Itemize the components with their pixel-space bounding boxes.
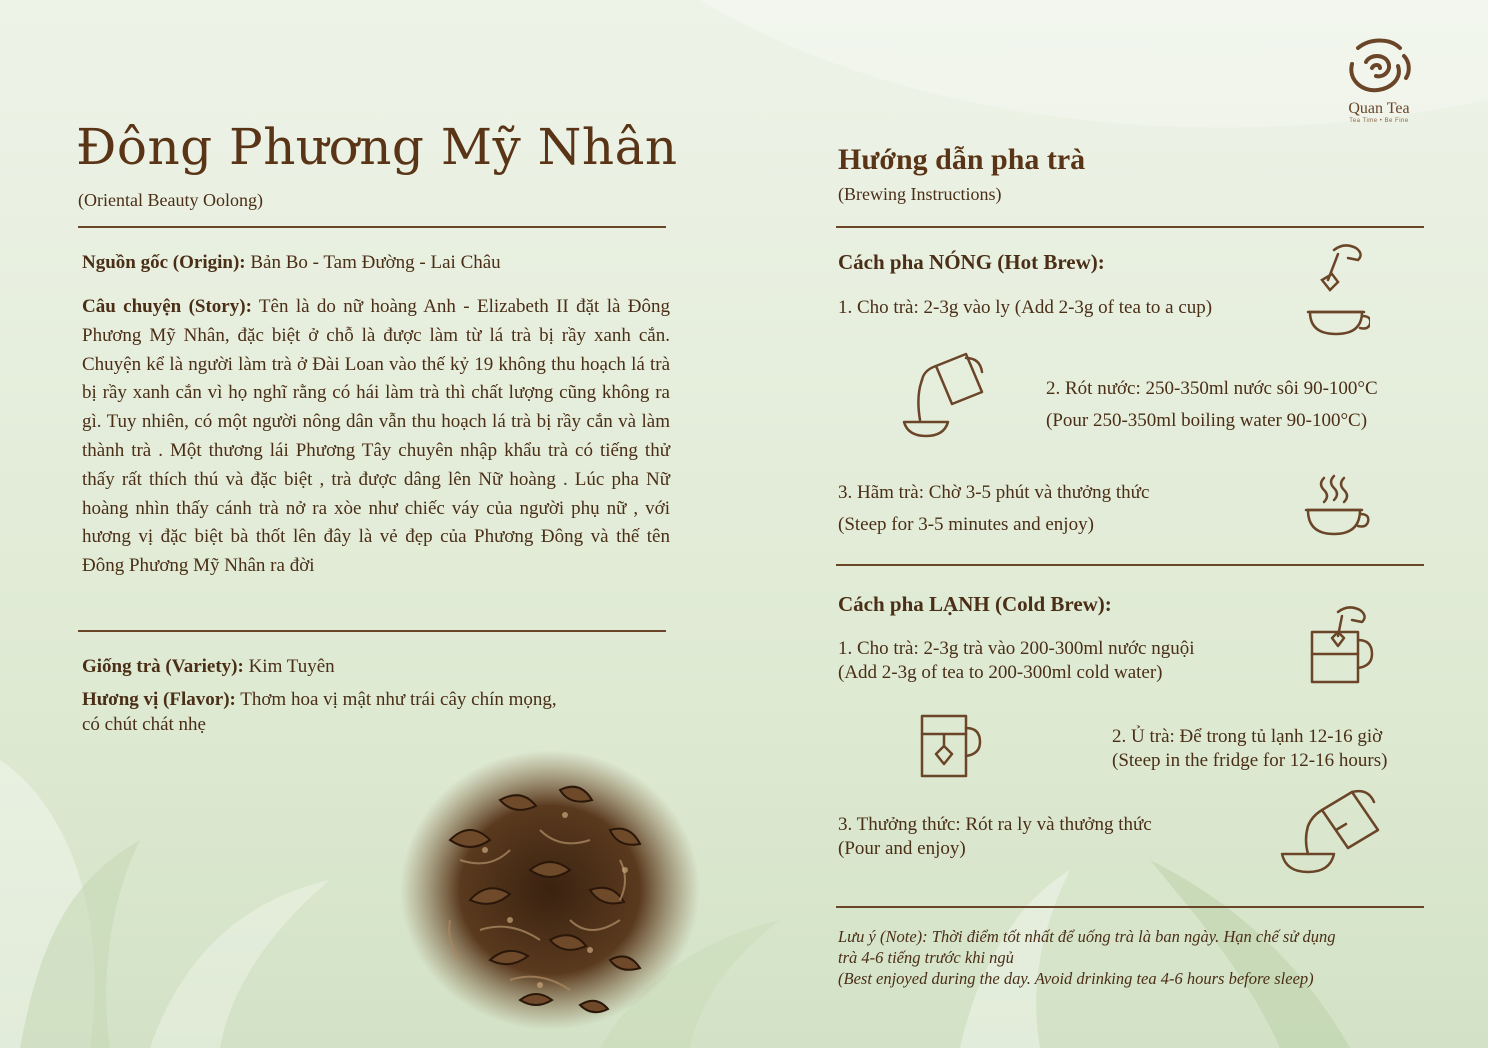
hot-step1: 1. Cho trà: 2-3g vào ly (Add 2-3g of tea to a cup) xyxy=(838,297,1213,318)
kettle-pour-icon xyxy=(896,346,991,441)
origin-label: Nguồn gốc (Origin): xyxy=(82,252,246,273)
note-line1: Lưu ý (Note): Thời điểm tốt nhất để uống trà là ban ngày. Hạn chế sử dụng xyxy=(838,927,1336,946)
brewing-subtitle: (Brewing Instructions) xyxy=(838,184,1002,204)
cold-step2-en: (Steep in the fridge for 12-16 hours) xyxy=(1112,750,1388,771)
cold-step1-en: (Add 2-3g of tea to 200-300ml cold water) xyxy=(838,662,1163,683)
brand-logo xyxy=(1334,36,1424,124)
steaming-cup-icon xyxy=(1302,472,1372,542)
origin-line xyxy=(82,249,672,278)
divider xyxy=(836,226,1424,228)
note-line2: trà 4-6 tiếng trước khi ngủ xyxy=(838,948,1014,967)
cold-step3-en: (Pour and enjoy) xyxy=(838,838,966,859)
divider xyxy=(78,226,666,228)
jar-tea-bag-icon xyxy=(1302,604,1377,689)
cold-step2-vi: 2. Ủ trà: Để trong tủ lạnh 12-16 giờ xyxy=(1112,726,1383,747)
quan-tea-logo-icon xyxy=(1344,36,1414,98)
flavor-value-line2: có chút chát nhẹ xyxy=(82,714,206,735)
origin-value: Bản Bo - Tam Đường - Lai Châu xyxy=(245,252,501,273)
jug-pour-cup-icon xyxy=(1278,784,1388,879)
variety-label: Giống trà (Variety): xyxy=(82,656,244,677)
story-paragraph xyxy=(82,293,670,581)
note-line3: (Best enjoyed during the day. Avoid drinking tea 4-6 hours before sleep) xyxy=(838,969,1314,988)
brand-name: Quan Tea xyxy=(1348,100,1410,117)
hot-step3-vi: 3. Hãm trà: Chờ 3-5 phút và thưởng thức xyxy=(838,482,1150,503)
product-title: Đông Phương Mỹ Nhân xyxy=(76,118,678,176)
hot-step2-en: (Pour 250-350ml boiling water 90-100°C) xyxy=(1046,410,1368,431)
brewing-title: Hướng dẫn pha trà xyxy=(838,143,1086,176)
story-value: Tên là do nữ hoàng Anh - Elizabeth II đặt là Đông Phương Mỹ Nhân, đặc biệt ở chỗ là được làm từ lá trà bị rầy xanh cắn. Chuyện kể là người làm trà ở Đài Loan vào thế kỷ 19 không thu hoạch lá trà bị rầy xanh cắn vì họ nghĩ rằng có hái làm trà thì chất lượng cũng không ra gì. Tuy nhiên, có một người nông dân vẫn thu hoạch lá trà bị rầy cắn và làm thành trà . Một thương lái Phương Tây chuyên nhập khẩu trà có tiếng thử thấy rất thích thú và đặc biệt , trà được dâng lên Nữ hoàng . Lúc pha Nữ hoàng nhìn thấy cánh trà nở ra xòe như chiếc váy của người phụ nữ , với hương vị đặc biệt bà thốt lên đây là vẻ đẹp của Phương Đông và thế tên Đông Phương Mỹ Nhân ra đời xyxy=(82,296,670,577)
hot-step2-vi: 2. Rót nước: 250-350ml nước sôi 90-100°C xyxy=(1046,378,1378,399)
divider xyxy=(836,906,1424,908)
cold-brew-heading: Cách pha LẠNH (Cold Brew): xyxy=(838,592,1112,616)
brand-tagline: Tea Time • Be Fine xyxy=(1349,118,1409,124)
variety-line xyxy=(82,653,672,682)
cold-step3-vi: 3. Thưởng thức: Rót ra ly và thưởng thức xyxy=(838,814,1152,835)
flavor-value-line1: Thơm hoa vị mật như trái cây chín mọng, xyxy=(235,689,557,710)
story-label: Câu chuyện (Story): xyxy=(82,296,252,317)
cold-step1-vi: 1. Cho trà: 2-3g trà vào 200-300ml nước nguội xyxy=(838,638,1195,659)
product-subtitle: (Oriental Beauty Oolong) xyxy=(78,190,263,210)
divider xyxy=(78,630,666,632)
tea-bag-cup-icon xyxy=(1300,240,1370,340)
divider xyxy=(836,564,1424,566)
flavor-label: Hương vị (Flavor): xyxy=(82,689,236,710)
variety-value: Kim Tuyên xyxy=(243,656,335,677)
tea-leaves-image xyxy=(390,720,710,1040)
note-block xyxy=(838,926,1335,989)
hot-brew-heading: Cách pha NÓNG (Hot Brew): xyxy=(838,250,1105,274)
hot-step3-en: (Steep for 3-5 minutes and enjoy) xyxy=(838,514,1094,535)
fridge-jar-icon xyxy=(914,708,989,783)
